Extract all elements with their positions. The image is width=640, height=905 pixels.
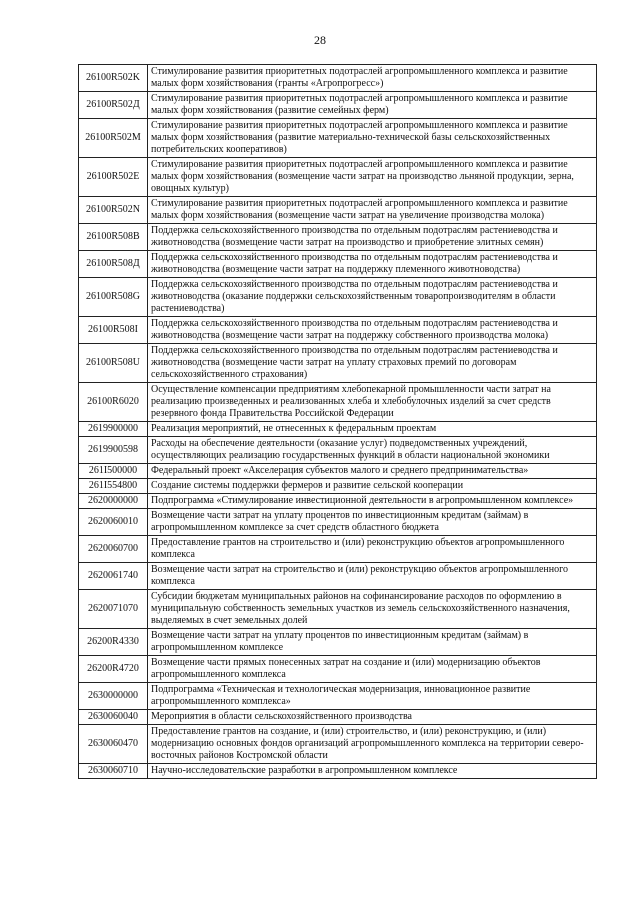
description-cell: Поддержка сельскохозяйственного производства по отдельным подотраслям растениеводства и животноводства (возмещение части затрат на поддержку племенного животноводства) [148,251,597,278]
table-row [79,629,597,656]
description-cell: Федеральный проект «Акселерация субъектов малого и среднего предпринимательства» [148,464,597,479]
budget-code-cell: 2619900000 [79,422,148,437]
budget-code-cell: 2630060040 [79,710,148,725]
budget-code-cell: 2620060700 [79,536,148,563]
description-cell: Возмещение части затрат на уплату процентов по инвестиционным кредитам (займам) в агропромышленном комплексе [148,629,597,656]
budget-code-cell: 2630060710 [79,764,148,779]
budget-code-cell: 2630000000 [79,683,148,710]
table-row [79,509,597,536]
description-cell: Стимулирование развития приоритетных подотраслей агропромышленного комплекса и развитие малых форм хозяйствования (развитие семейных ферм) [148,92,597,119]
description-cell: Поддержка сельскохозяйственного производства по отдельным подотраслям растениеводства и животноводства (оказание поддержки сельскохозяйственным товаропроизводителям в области растениеводства) [148,278,597,317]
budget-code-cell: 26200R4720 [79,656,148,683]
budget-code-cell: 26100R508I [79,317,148,344]
table-row [79,158,597,197]
table-row [79,464,597,479]
table-row [79,119,597,158]
budget-code-table [78,64,597,779]
description-cell: Реализация мероприятий, не отнесенных к федеральным проектам [148,422,597,437]
table-row [79,494,597,509]
description-cell: Поддержка сельскохозяйственного производства по отдельным подотраслям растениеводства и животноводства (возмещение части затрат на производство и приобретение элитных семян) [148,224,597,251]
description-cell: Стимулирование развития приоритетных подотраслей агропромышленного комплекса и развитие малых форм хозяйствования (гранты «Агропрогресс») [148,65,597,92]
budget-code-cell: 26100R502E [79,158,148,197]
table-body [79,65,597,779]
table-row [79,656,597,683]
budget-code-cell: 26100R502K [79,65,148,92]
budget-code-cell: 2619900598 [79,437,148,464]
description-cell: Возмещение части затрат на уплату процентов по инвестиционным кредитам (займам) в агропромышленном комплексе за счет средств областного бюджета [148,509,597,536]
table-row [79,251,597,278]
table-row [79,764,597,779]
table-row [79,278,597,317]
table-row [79,317,597,344]
description-cell: Субсидии бюджетам муниципальных районов на софинансирование расходов по оформлению в муниципальную собственность земельных участков из земель сельскохозяйственного назначения, выделяемых в счет земельных долей [148,590,597,629]
description-cell: Предоставление грантов на строительство и (или) реконструкцию объектов агропромышленного комплекса [148,536,597,563]
description-cell: Возмещение части затрат на строительство и (или) реконструкцию объектов агропромышленного комплекса [148,563,597,590]
table-row [79,683,597,710]
table-row [79,590,597,629]
description-cell: Расходы на обеспечение деятельности (оказание услуг) подведомственных учреждений, осуществляющих реализацию государственных функций в области национальной экономики [148,437,597,464]
table-row [79,224,597,251]
budget-code-cell: 26100R508Д [79,251,148,278]
description-cell: Осуществление компенсации предприятиям хлебопекарной промышленности части затрат на реализацию произведенных и реализованных хлеба и хлебобулочных изделий за счет средств резервного фонда Правительства Российской Федерации [148,383,597,422]
table-row [79,725,597,764]
description-cell: Создание системы поддержки фермеров и развитие сельской кооперации [148,479,597,494]
description-cell: Возмещение части прямых понесенных затрат на создание и (или) модернизацию объектов агропромышленного комплекса [148,656,597,683]
budget-code-cell: 261I500000 [79,464,148,479]
budget-code-cell: 26100R502N [79,197,148,224]
description-cell: Поддержка сельскохозяйственного производства по отдельным подотраслям растениеводства и животноводства (возмещение части затрат на уплату страховых премий по договорам сельскохозяйственного страхования) [148,344,597,383]
table-row [79,92,597,119]
table-row [79,479,597,494]
table-row [79,710,597,725]
description-cell: Научно-исследовательские разработки в агропромышленном комплексе [148,764,597,779]
description-cell: Подпрограмма «Стимулирование инвестиционной деятельности в агропромышленном комплексе» [148,494,597,509]
budget-code-cell: 2620000000 [79,494,148,509]
table-row [79,536,597,563]
budget-code-cell: 26100R502M [79,119,148,158]
table-row [79,437,597,464]
budget-code-cell: 2630060470 [79,725,148,764]
description-cell: Предоставление грантов на создание, и (или) строительство, и (или) реконструкцию, и (или) модернизацию основных фондов организаций агропромышленного комплекса на территории северо-восточных районов Костромской области [148,725,597,764]
budget-code-cell: 26200R4330 [79,629,148,656]
table-row [79,422,597,437]
budget-code-cell: 26100R508G [79,278,148,317]
budget-code-cell: 26100R502Д [79,92,148,119]
budget-code-cell: 26100R508U [79,344,148,383]
table-row [79,197,597,224]
budget-code-cell: 2620060010 [79,509,148,536]
table-row [79,563,597,590]
budget-code-cell: 26100R6020 [79,383,148,422]
budget-code-cell: 26100R508B [79,224,148,251]
budget-code-cell: 261I554800 [79,479,148,494]
table-row [79,65,597,92]
description-cell: Стимулирование развития приоритетных подотраслей агропромышленного комплекса и развитие малых форм хозяйствования (возмещение части затрат на увеличение производства молока) [148,197,597,224]
description-cell: Стимулирование развития приоритетных подотраслей агропромышленного комплекса и развитие малых форм хозяйствования (развитие материально-технической базы сельскохозяйственных потребительских кооперативов) [148,119,597,158]
description-cell: Поддержка сельскохозяйственного производства по отдельным подотраслям растениеводства и животноводства (возмещение части затрат на поддержку собственного производства молока) [148,317,597,344]
description-cell: Мероприятия в области сельскохозяйственного производства [148,710,597,725]
description-cell: Подпрограмма «Техническая и технологическая модернизация, инновационное развитие агропромышленного комплекса» [148,683,597,710]
table-row [79,383,597,422]
page-number: 28 [314,33,326,47]
budget-code-cell: 2620061740 [79,563,148,590]
budget-code-cell: 2620071070 [79,590,148,629]
table-row [79,344,597,383]
description-cell: Стимулирование развития приоритетных подотраслей агропромышленного комплекса и развитие малых форм хозяйствования (возмещение части затрат на производство льняной продукции, зерна, овощных культур) [148,158,597,197]
